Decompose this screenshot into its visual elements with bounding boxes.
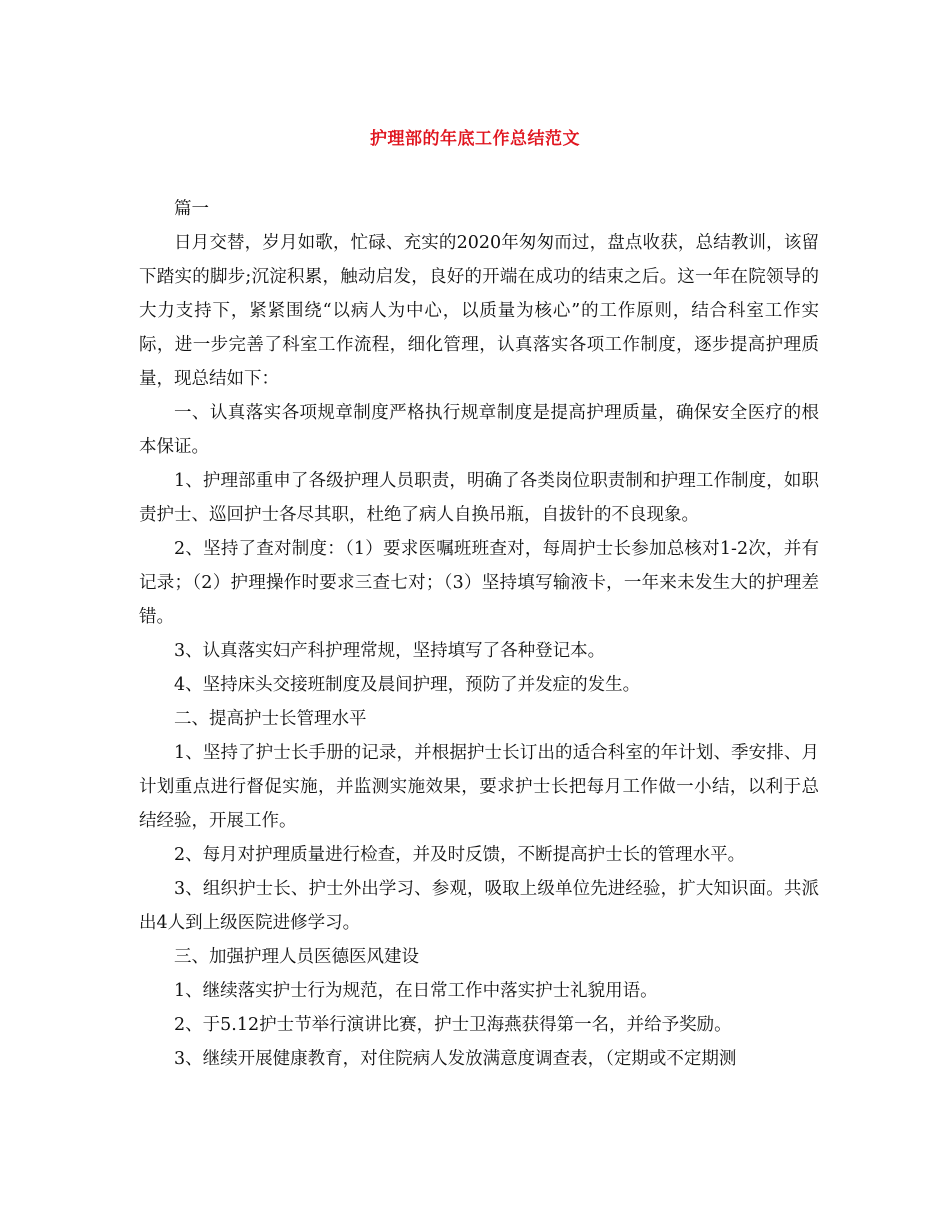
document-body [139,192,819,1076]
paragraph: 4、坚持床头交接班制度及晨间护理，预防了并发症的发生。 [174,675,641,695]
document-title: 护理部的年底工作总结范文 [370,129,580,149]
paragraph: 日月交替，岁月如歌，忙碌、充实的2020年匆匆而过，盘点收获，总结教训，该留下踏实的脚步;沉淀积累，触动启发，良好的开端在成功的结束之后。这一年在院领导的大力支持下，紧紧围绕“以病人为中心，以质量为核心”的工作原则，结合科室工作实际，进一步完善了科室工作流程，细化管理，认真落实各项工作制度，逐步提高护理质量，现总结如下： [139,233,819,389]
paragraph: 1、继续落实护士行为规范，在日常工作中落实护士礼貌用语。 [174,981,658,1001]
section-heading: 三、加强护理人员医德医风建设 [174,947,419,967]
paragraph: 3、组织护士长、护士外出学习、参观，吸取上级单位先进经验，扩大知识面。共派出4人到上级医院进修学习。 [139,879,819,933]
paragraph: 1、护理部重申了各级护理人员职责，明确了各类岗位职责制和护理工作制度，如职责护士、巡回护士各尽其职，杜绝了病人自换吊瓶，自拔针的不良现象。 [139,471,819,525]
paragraph: 2、坚持了查对制度：（1）要求医嘱班班查对，每周护士长参加总核对1-2次，并有记录；（2）护理操作时要求三查七对；（3）坚持填写输液卡，一年来未发生大的护理差错。 [139,539,819,627]
section-heading: 一、认真落实各项规章制度严格执行规章制度是提高护理质量，确保安全医疗的根本保证。 [139,403,819,457]
paragraph: 2、于5.12护士节举行演讲比赛，护士卫海燕获得第一名，并给予奖励。 [174,1015,732,1035]
section-heading: 篇一 [174,199,209,219]
section-heading: 二、提高护士长管理水平 [174,709,367,729]
paragraph: 1、坚持了护士长手册的记录，并根据护士长订出的适合科室的年计划、季安排、月计划重点进行督促实施，并监测实施效果，要求护士长把每月工作做一小结，以利于总结经验，开展工作。 [139,743,819,831]
paragraph: 3、认真落实妇产科护理常规，坚持填写了各种登记本。 [174,641,606,661]
paragraph: 3、继续开展健康教育，对住院病人发放满意度调查表，（定期或不定期测 [174,1049,737,1069]
paragraph: 2、每月对护理质量进行检查，并及时反馈，不断提高护士长的管理水平。 [174,845,746,865]
